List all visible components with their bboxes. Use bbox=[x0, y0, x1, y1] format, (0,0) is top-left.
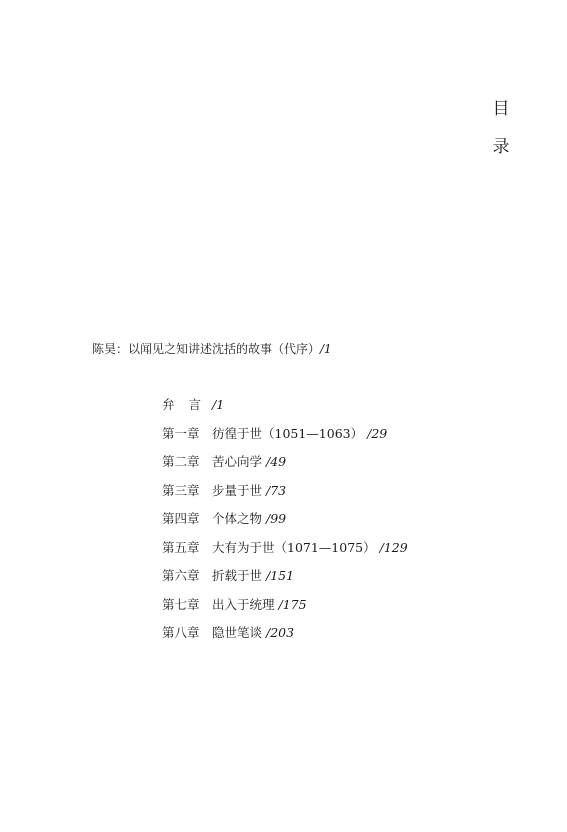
toc-item-chapter-1[interactable] bbox=[162, 424, 408, 453]
toc-item-page: /99 bbox=[266, 511, 287, 526]
preface-page-number: /1 bbox=[320, 342, 332, 356]
toc-item-label: 第六章 bbox=[162, 568, 200, 583]
toc-item-title: 折载于世 bbox=[212, 568, 263, 583]
toc-item-label: 第四章 bbox=[162, 511, 200, 526]
toc-item-title: 个体之物 bbox=[212, 511, 263, 526]
toc-item-chapter-4[interactable] bbox=[162, 509, 408, 538]
toc-item-page: /175 bbox=[278, 596, 307, 612]
toc-item-title: 步量于世 bbox=[212, 482, 263, 498]
preface-entry[interactable] bbox=[92, 340, 332, 357]
toc-item-label: 第三章 bbox=[162, 482, 200, 498]
toc-item-page: /49 bbox=[266, 454, 287, 469]
toc-list bbox=[162, 395, 408, 652]
toc-item-chapter-6[interactable] bbox=[162, 566, 408, 595]
toc-item-page: /29 bbox=[367, 425, 388, 441]
toc-item-title: 出入于统理 bbox=[212, 596, 275, 612]
toc-item-page: /73 bbox=[266, 482, 287, 498]
toc-item-page: /129 bbox=[379, 539, 408, 555]
preface-title: 陈昊：以闻见之知讲述沈括的故事（代序） bbox=[92, 342, 321, 356]
toc-item-label: 弁言 bbox=[162, 397, 216, 412]
toc-item-title: 隐世笔谈 bbox=[212, 625, 263, 640]
page-title bbox=[490, 90, 512, 166]
toc-item-title: 彷徨于世（1051—1063） bbox=[212, 425, 364, 441]
toc-item-label: 第五章 bbox=[162, 539, 200, 555]
toc-item-chapter-2[interactable] bbox=[162, 452, 408, 481]
page-title-char-1: 目 bbox=[492, 99, 510, 119]
toc-item-chapter-3[interactable] bbox=[162, 481, 408, 510]
toc-item-page: /203 bbox=[266, 625, 295, 640]
toc-item-intro[interactable] bbox=[162, 395, 408, 424]
page-title-char-2: 录 bbox=[492, 137, 510, 157]
toc-item-title: 大有为于世（1071—1075） bbox=[212, 539, 376, 555]
toc-item-label: 第一章 bbox=[162, 425, 200, 441]
toc-item-chapter-8[interactable] bbox=[162, 623, 408, 652]
toc-item-page: /151 bbox=[266, 568, 295, 583]
toc-item-page: /1 bbox=[212, 397, 225, 412]
toc-item-label: 第七章 bbox=[162, 596, 200, 612]
toc-item-chapter-5[interactable] bbox=[162, 538, 408, 567]
toc-item-label: 第二章 bbox=[162, 454, 200, 469]
toc-item-label: 第八章 bbox=[162, 625, 200, 640]
toc-item-title: 苦心向学 bbox=[212, 454, 263, 469]
toc-item-chapter-7[interactable] bbox=[162, 595, 408, 624]
